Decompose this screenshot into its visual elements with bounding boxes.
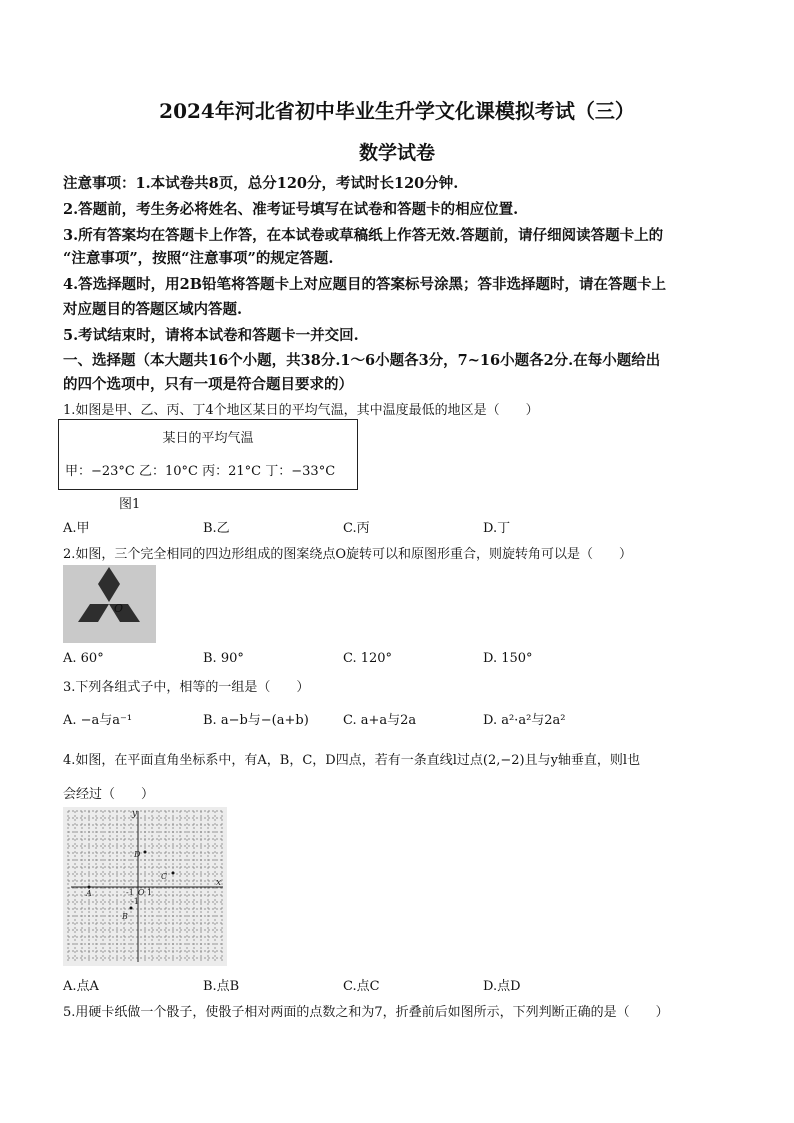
q1-box-values: 甲：−23°C 乙：10°C 丙：21°C 丁：−33°C — [65, 464, 336, 479]
q4-coordinate-graph — [63, 807, 227, 966]
q2-option-a[interactable]: A. 60° — [63, 651, 104, 666]
q4-option-a[interactable]: A.点A — [63, 979, 99, 994]
note-line-3: 3.所有答案均在答题卡上作答，在本试卷或草稿纸上作答无效.答题前，请仔细阅读答题卡上的 — [63, 227, 664, 244]
q4-y-axis-label: y — [132, 809, 138, 819]
q3-option-c[interactable]: C. a+a与2a — [343, 713, 417, 728]
q4-y-neg-one-label: -1 — [131, 897, 139, 906]
q1-box-title: 某日的平均气温 — [162, 431, 254, 446]
page-title: 2024年河北省初中毕业生升学文化课模拟考试（三） — [159, 99, 635, 123]
section-heading-line-1: 一、选择题（本大题共16个小题，共38分.1～6小题各3分，7~16小题各2分.在每小题给出 — [63, 352, 661, 369]
note-line-4: “注意事项”，按照“注意事项”的规定答题. — [63, 250, 334, 267]
q3-stem: 3.下列各组式子中，相等的一组是（ ） — [63, 680, 310, 695]
q2-stem: 2.如图，三个完全相同的四边形组成的图案绕点O旋转可以和原图形重合，则旋转角可以是（ ） — [63, 547, 633, 562]
q5-stem: 5.用硬卡纸做一个骰子，使骰子相对两面的点数之和为7，折叠前后如图所示，下列判断正确的是（ ） — [63, 1005, 669, 1020]
q1-option-d[interactable]: D.丁 — [483, 521, 511, 536]
q1-option-c[interactable]: C.丙 — [343, 521, 370, 536]
q4-point-b — [130, 907, 133, 910]
q4-point-d — [144, 851, 147, 854]
q1-option-b[interactable]: B.乙 — [203, 521, 230, 536]
note-line-6: 对应题目的答题区域内答题. — [63, 301, 243, 318]
q4-point-b-label: B — [122, 912, 128, 921]
q4-point-d-label: D — [134, 850, 141, 859]
q3-option-b[interactable]: B. a−b与−(a+b) — [203, 713, 309, 728]
q4-option-b[interactable]: B.点B — [203, 979, 240, 994]
q4-option-c[interactable]: C.点C — [343, 979, 380, 994]
q2-option-d[interactable]: D. 150° — [483, 651, 533, 666]
note-line-5: 4.答选择题时，用2B铅笔将答题卡上对应题目的答案标号涂黑；答非选择题时，请在答题卡上 — [63, 276, 666, 293]
note-line-7: 5.考试结束时，请将本试卷和答题卡一并交回. — [63, 327, 359, 344]
q4-x-neg-one-label: -1 — [126, 888, 134, 897]
q4-point-c-label: C — [161, 872, 168, 881]
q4-point-a-label: A — [86, 889, 92, 898]
note-line-1: 注意事项：1.本试卷共8页，总分120分，考试时长120分钟. — [63, 175, 459, 192]
page-subtitle: 数学试卷 — [358, 142, 435, 164]
q4-origin-label: O — [138, 888, 145, 897]
q2-option-b[interactable]: B. 90° — [203, 651, 244, 666]
q4-point-c — [172, 872, 175, 875]
q1-option-a[interactable]: A.甲 — [63, 521, 90, 536]
q2-rotation-figure — [63, 565, 156, 643]
q1-stem: 1.如图是甲、乙、丙、丁4个地区某日的平均气温，其中温度最低的地区是（ ） — [63, 403, 539, 418]
note-line-2: 2.答题前，考生务必将姓名、准考证号填写在试卷和答题卡的相应位置. — [63, 201, 519, 218]
q1-figure-label: 图1 — [119, 497, 141, 512]
q4-stem-line-1: 4.如图，在平面直角坐标系中，有A，B，C，D四点，若有一条直线l过点(2,−2)且与y轴垂直，则l也 — [63, 753, 641, 768]
q2-option-c[interactable]: C. 120° — [343, 651, 393, 666]
q3-option-a[interactable]: A. −a与a⁻¹ — [63, 713, 133, 728]
q1-temperature-box — [58, 419, 358, 490]
q4-x-one-label: 1 — [147, 888, 153, 897]
q4-option-d[interactable]: D.点D — [483, 979, 521, 994]
q4-x-axis-label: x — [216, 878, 222, 888]
q2-point-o-label: O — [114, 602, 124, 615]
section-heading-line-2: 的四个选项中，只有一项是符合题目要求的） — [63, 376, 353, 393]
q4-stem-line-2: 会经过（ ） — [63, 787, 155, 802]
q3-option-d[interactable]: D. a²·a²与2a² — [483, 713, 566, 728]
